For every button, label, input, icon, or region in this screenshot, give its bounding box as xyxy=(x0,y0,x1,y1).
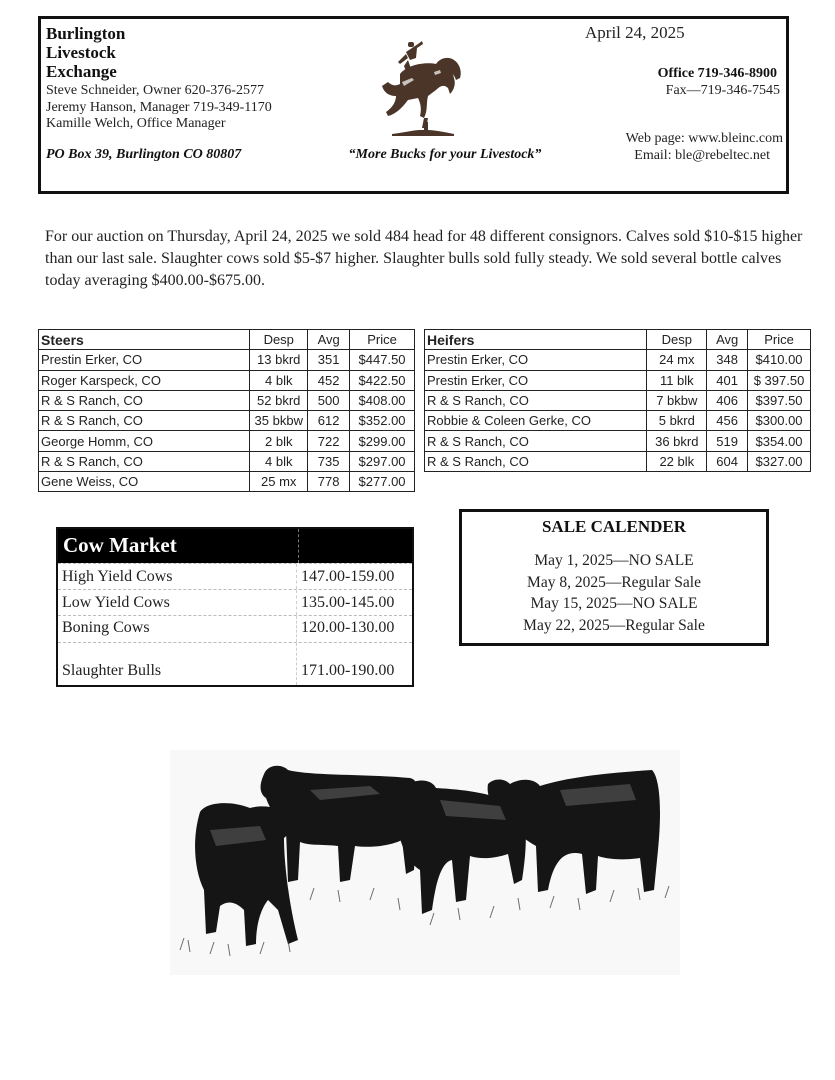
avg-weight-cell: 500 xyxy=(308,390,350,410)
table-row xyxy=(39,451,415,471)
consignor-cell: R & S Ranch, CO xyxy=(425,451,647,471)
avg-weight-cell: 456 xyxy=(707,411,748,431)
report-date: April 24, 2025 xyxy=(585,23,685,42)
consignor-cell: R & S Ranch, CO xyxy=(425,431,647,451)
desp-cell: 24 mx xyxy=(647,350,707,370)
consignor-cell: Prestin Erker, CO xyxy=(39,350,250,370)
desp-cell: 4 blk xyxy=(250,370,308,390)
company-name-line: Livestock xyxy=(46,43,116,62)
consignor-cell: Roger Karspeck, CO xyxy=(39,370,250,390)
avg-weight-cell: 452 xyxy=(308,370,350,390)
consignor-cell: Robbie & Coleen Gerke, CO xyxy=(425,411,647,431)
sale-calendar xyxy=(459,509,769,646)
email-link[interactable]: Email: ble@rebeltec.net xyxy=(634,148,770,163)
sale-calendar-item: May 8, 2025—Regular Sale xyxy=(527,573,701,591)
heifers-table xyxy=(424,329,811,472)
consignor-cell: R & S Ranch, CO xyxy=(39,411,250,431)
consignor-cell: Prestin Erker, CO xyxy=(425,350,647,370)
web-page-link[interactable]: Web page: www.bleinc.com xyxy=(625,131,783,146)
table-row xyxy=(425,350,811,370)
avg-weight-cell: 722 xyxy=(308,431,350,451)
price-cell: $408.00 xyxy=(350,390,415,410)
cow-market-row xyxy=(58,615,412,642)
consignor-cell: George Homm, CO xyxy=(39,431,250,451)
cow-market-value: 120.00-130.00 xyxy=(301,619,395,636)
desp-cell: 22 blk xyxy=(647,451,707,471)
fax-number: Fax—719-346-7545 xyxy=(665,83,780,98)
black-angus-calves-illustration xyxy=(170,750,680,975)
consignor-cell: Prestin Erker, CO xyxy=(425,370,647,390)
table-row xyxy=(425,411,811,431)
sale-calendar-list xyxy=(462,550,766,636)
avg-weight-cell: 401 xyxy=(707,370,748,390)
price-cell: $ 397.50 xyxy=(748,370,811,390)
table-row xyxy=(39,431,415,451)
desp-cell: 13 bkrd xyxy=(250,350,308,370)
sale-calendar-item: May 1, 2025—NO SALE xyxy=(534,552,694,569)
table-row xyxy=(425,370,811,390)
price-cell: $397.50 xyxy=(748,390,811,410)
sale-calendar-item: May 15, 2025—NO SALE xyxy=(530,595,698,612)
bucking-horse-rider-icon xyxy=(378,38,464,138)
cow-market-label: Boning Cows xyxy=(58,616,297,642)
consignor-cell: R & S Ranch, CO xyxy=(425,390,647,410)
staff-office-manager: Kamille Welch, Office Manager xyxy=(46,116,226,131)
price-cell: $410.00 xyxy=(748,350,811,370)
price-cell: $422.50 xyxy=(350,370,415,390)
price-cell: $299.00 xyxy=(350,431,415,451)
column-header-price: Price xyxy=(350,330,415,350)
avg-weight-cell: 778 xyxy=(308,472,350,492)
desp-cell: 25 mx xyxy=(250,472,308,492)
cow-market-value: 147.00-159.00 xyxy=(301,568,395,585)
table-row xyxy=(425,431,811,451)
price-cell: $297.00 xyxy=(350,451,415,471)
price-cell: $352.00 xyxy=(350,411,415,431)
column-header-desp: Desp xyxy=(250,330,308,350)
consignor-cell: Gene Weiss, CO xyxy=(39,472,250,492)
price-cell: $327.00 xyxy=(748,451,811,471)
column-header-avg: Avg xyxy=(707,330,748,350)
table-row xyxy=(39,390,415,410)
desp-cell: 5 bkrd xyxy=(647,411,707,431)
staff-list xyxy=(46,83,272,133)
price-cell: $277.00 xyxy=(350,472,415,492)
cow-market-table xyxy=(56,527,414,687)
slogan: “More Bucks for your Livestock” xyxy=(348,147,542,162)
mailing-address: PO Box 39, Burlington CO 80807 xyxy=(46,147,242,162)
staff-manager: Jeremy Hanson, Manager 719-349-1170 xyxy=(46,99,272,115)
cow-market-value: 135.00-145.00 xyxy=(301,594,395,611)
avg-weight-cell: 519 xyxy=(707,431,748,451)
table-row xyxy=(39,411,415,431)
steers-table xyxy=(38,329,415,492)
cow-market-title: Cow Market xyxy=(58,529,299,563)
column-header-avg: Avg xyxy=(308,330,350,350)
price-cell: $447.50 xyxy=(350,350,415,370)
desp-cell: 52 bkrd xyxy=(250,390,308,410)
desp-cell: 36 bkrd xyxy=(647,431,707,451)
cow-market-row xyxy=(58,563,412,589)
cow-market-label: High Yield Cows xyxy=(58,564,297,589)
sale-calendar-item: May 22, 2025—Regular Sale xyxy=(523,616,705,634)
desp-cell: 4 blk xyxy=(250,451,308,471)
avg-weight-cell: 735 xyxy=(308,451,350,471)
table-row xyxy=(39,350,415,370)
table-header-row xyxy=(425,330,811,350)
column-header-heifers: Heifers xyxy=(425,330,647,350)
sale-calendar-title: SALE CALENDER xyxy=(541,517,687,536)
table-row xyxy=(39,472,415,492)
table-row xyxy=(39,370,415,390)
desp-cell: 11 blk xyxy=(647,370,707,390)
table-row xyxy=(425,390,811,410)
avg-weight-cell: 351 xyxy=(308,350,350,370)
market-summary: For our auction on Thursday, April 24, 2025 we sold 484 head for 48 different consignors. Calves sold $10-$15 higher than our last sale. Slaughter cows sold $5-$7 higher. Slaughter bulls sold fully steady. We sold several bottle calves today averaging $400.00-$675.00. xyxy=(45,228,803,289)
cow-market-value: 171.00-190.00 xyxy=(301,662,395,679)
cow-market-header xyxy=(58,529,412,563)
avg-weight-cell: 604 xyxy=(707,451,748,471)
price-cell: $354.00 xyxy=(748,431,811,451)
cow-market-row xyxy=(58,589,412,615)
office-phone: Office 719-346-8900 xyxy=(657,66,777,81)
desp-cell: 2 blk xyxy=(250,431,308,451)
consignor-cell: R & S Ranch, CO xyxy=(39,390,250,410)
avg-weight-cell: 348 xyxy=(707,350,748,370)
cow-market-label: Slaughter Bulls xyxy=(58,643,297,685)
company-name-line: Burlington xyxy=(46,24,126,43)
cow-market-label: Low Yield Cows xyxy=(58,590,297,615)
avg-weight-cell: 612 xyxy=(308,411,350,431)
table-header-row xyxy=(39,330,415,350)
column-header-steers: Steers xyxy=(39,330,250,350)
staff-owner: Steve Schneider, Owner 620-376-2577 xyxy=(46,83,264,98)
column-header-desp: Desp xyxy=(647,330,707,350)
consignor-cell: R & S Ranch, CO xyxy=(39,451,250,471)
company-name xyxy=(46,24,125,81)
table-row xyxy=(425,451,811,471)
column-header-price: Price xyxy=(748,330,811,350)
cow-market-row xyxy=(58,642,412,685)
price-cell: $300.00 xyxy=(748,411,811,431)
avg-weight-cell: 406 xyxy=(707,390,748,410)
desp-cell: 35 bkbw xyxy=(250,411,308,431)
company-name-line: Exchange xyxy=(46,62,117,81)
desp-cell: 7 bkbw xyxy=(647,390,707,410)
